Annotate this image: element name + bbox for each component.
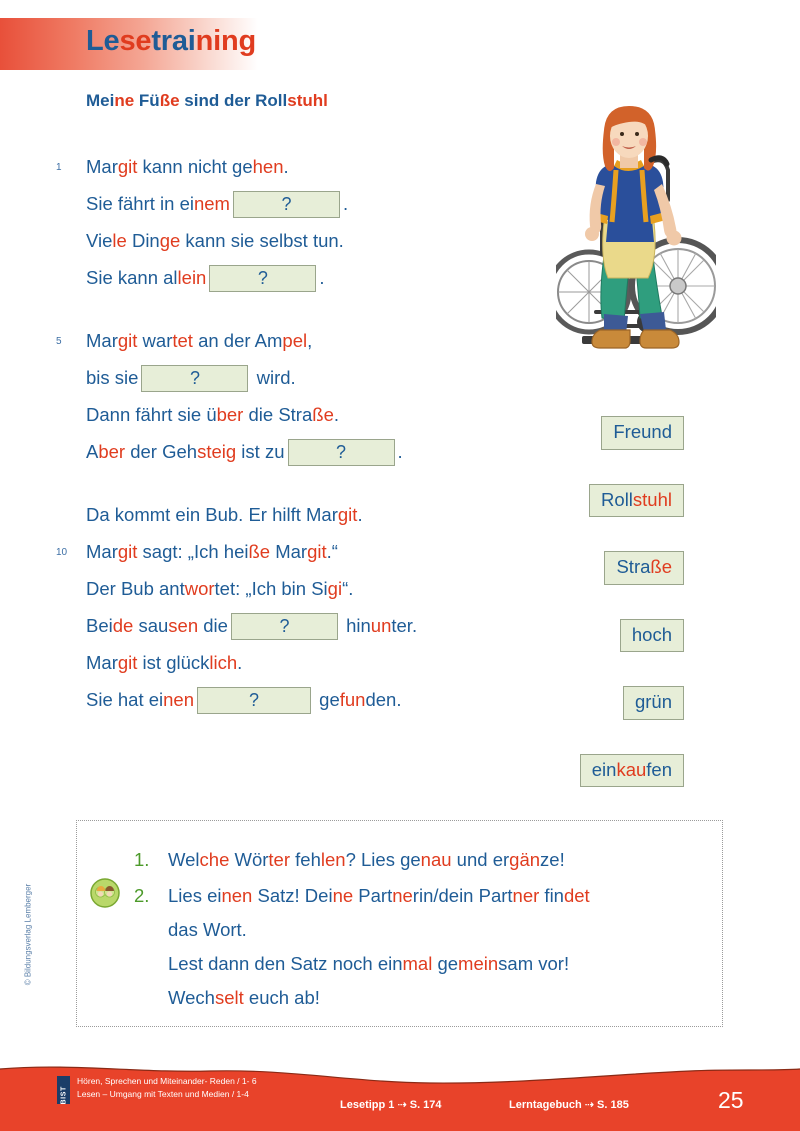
text-line bbox=[86, 570, 506, 607]
text-syllable: hen bbox=[252, 156, 284, 177]
task-text-line bbox=[168, 947, 590, 981]
text-syllable: ? Lies ge bbox=[345, 849, 421, 870]
curriculum-line-2: Lesen – Umgang mit Texten und Medien / 1-4 bbox=[77, 1089, 249, 1099]
text-syllable: se bbox=[119, 25, 152, 57]
text-syllable: git bbox=[117, 541, 138, 562]
text-syllable: Sie hat ei bbox=[86, 689, 164, 710]
text-syllable: stuhl bbox=[287, 91, 328, 110]
text-syllable: . bbox=[357, 504, 363, 525]
text-syllable: Stra bbox=[616, 556, 651, 577]
text-syllable: ße bbox=[650, 556, 672, 577]
text-syllable: mein bbox=[458, 953, 499, 974]
text-syllable: kann nicht bbox=[137, 156, 233, 177]
text-syllable: Am bbox=[254, 330, 283, 351]
word-bank-chip[interactable] bbox=[620, 619, 684, 653]
text-syllable: feh bbox=[290, 849, 321, 870]
line-number: 10 bbox=[56, 547, 68, 558]
text-syllable: nau bbox=[420, 849, 452, 870]
text-syllable: Bei bbox=[86, 615, 113, 636]
text-syllable: Lies ei bbox=[168, 885, 222, 906]
text-syllable: git bbox=[337, 504, 358, 525]
text-syllable: wird. bbox=[251, 367, 296, 388]
task-text-line bbox=[168, 981, 590, 1015]
text-syllable: kann sie selbst tun. bbox=[180, 230, 344, 251]
text-syllable: hin bbox=[340, 615, 371, 636]
text-syllable: ge bbox=[314, 689, 340, 710]
text-syllable: Mar bbox=[270, 541, 308, 562]
text-syllable: Satz! Dei bbox=[252, 885, 333, 906]
text-syllable: nen bbox=[163, 689, 195, 710]
text-subtitle bbox=[86, 91, 328, 111]
text-syllable: git bbox=[117, 330, 138, 351]
text-line bbox=[86, 396, 506, 433]
text-syllable: euch ab! bbox=[243, 987, 320, 1008]
text-syllable: sen bbox=[168, 615, 199, 636]
text-syllable: Lest dann den Satz noch ein bbox=[168, 953, 403, 974]
text-syllable: . bbox=[396, 689, 402, 710]
word-bank-chip[interactable] bbox=[580, 754, 684, 788]
answer-blank[interactable]: ? bbox=[197, 687, 311, 714]
text-syllable: ning bbox=[195, 25, 257, 57]
text-syllable: tet bbox=[214, 578, 236, 599]
text-syllable: ber bbox=[98, 441, 126, 462]
text-syllable: Mar bbox=[86, 652, 118, 673]
text-syllable: wor bbox=[184, 578, 215, 599]
text-line bbox=[86, 681, 506, 718]
text-syllable: stuhl bbox=[632, 488, 672, 510]
text-syllable: git bbox=[307, 541, 327, 562]
text-syllable: mal bbox=[402, 953, 433, 974]
text-syllable: den bbox=[365, 689, 397, 710]
text-line bbox=[86, 644, 506, 681]
text-syllable: grün bbox=[634, 691, 672, 712]
text-syllable: Der Bub ant bbox=[86, 578, 185, 599]
answer-blank[interactable]: ? bbox=[288, 439, 395, 466]
text-syllable: ne bbox=[392, 885, 413, 906]
text-syllable: pel bbox=[282, 330, 308, 351]
text-syllable: . bbox=[342, 193, 349, 214]
text-syllable: ter bbox=[268, 849, 291, 870]
text-syllable: le bbox=[112, 230, 127, 251]
word-bank-chip[interactable] bbox=[623, 686, 684, 720]
text-line bbox=[86, 359, 506, 396]
text-syllable: Roll bbox=[255, 91, 288, 110]
text-syllable: ! bbox=[559, 849, 565, 870]
text-syllable: der Geh bbox=[125, 441, 198, 462]
text-syllable: det bbox=[563, 885, 590, 906]
copyright-notice: © Bildungsverlag Lemberger bbox=[23, 883, 33, 986]
partner-work-icon bbox=[90, 878, 120, 908]
text-syllable: hoch bbox=[631, 623, 672, 645]
text-syllable: Din bbox=[131, 230, 160, 251]
girl-in-wheelchair-illustration bbox=[556, 104, 716, 366]
text-stanza bbox=[56, 148, 506, 296]
answer-blank[interactable]: ? bbox=[141, 365, 248, 392]
text-syllable: ge bbox=[232, 156, 253, 177]
text-syllable: ße bbox=[248, 541, 271, 562]
page-number: 25 bbox=[718, 1087, 744, 1113]
task-item bbox=[134, 879, 714, 1015]
task-text-line bbox=[168, 843, 565, 877]
text-syllable: ge bbox=[159, 230, 181, 251]
task-text-line bbox=[168, 879, 590, 913]
text-syllable: Freund bbox=[613, 421, 672, 442]
text-syllable: Mar bbox=[86, 156, 118, 177]
bist-badge bbox=[57, 1076, 70, 1104]
answer-blank[interactable]: ? bbox=[233, 191, 340, 218]
text-syllable: war bbox=[137, 330, 173, 351]
text-syllable: A bbox=[86, 441, 99, 462]
text-syllable: an der bbox=[192, 330, 255, 351]
text-syllable: ne bbox=[114, 91, 135, 110]
text-line bbox=[56, 148, 506, 185]
text-line bbox=[86, 496, 506, 533]
text-syllable: Mar bbox=[86, 330, 118, 351]
text-syllable: ner bbox=[512, 885, 540, 906]
reading-text bbox=[56, 148, 506, 744]
reference-lesetipp[interactable]: Lesetipp 1 ⇢ S. 174 bbox=[340, 1099, 442, 1111]
text-syllable: ße bbox=[312, 404, 334, 425]
text-syllable: : „Ich bin Si bbox=[235, 578, 328, 599]
text-syllable: sind der bbox=[179, 91, 256, 110]
text-syllable: sau bbox=[133, 615, 169, 636]
text-syllable: Fü bbox=[138, 91, 160, 110]
task-text-line bbox=[168, 913, 590, 947]
text-line bbox=[86, 607, 506, 644]
text-syllable: fen bbox=[646, 758, 672, 780]
answer-blank[interactable]: ? bbox=[209, 265, 316, 292]
text-syllable: Mei bbox=[86, 91, 115, 110]
text-syllable: gi bbox=[327, 578, 343, 599]
answer-blank[interactable]: ? bbox=[231, 613, 338, 640]
text-line bbox=[86, 222, 506, 259]
text-syllable: ei bbox=[179, 193, 194, 214]
text-syllable: lich bbox=[209, 652, 238, 673]
text-syllable: , bbox=[307, 330, 313, 351]
text-syllable: .“ bbox=[326, 541, 338, 562]
task-text bbox=[168, 843, 565, 877]
text-syllable: die bbox=[198, 615, 228, 636]
text-syllable: ze bbox=[540, 849, 560, 870]
text-syllable: . bbox=[333, 404, 339, 425]
text-syllable: bis sie bbox=[86, 367, 139, 388]
text-syllable: che bbox=[199, 849, 230, 870]
text-syllable: ter bbox=[391, 615, 412, 636]
line-number: 5 bbox=[56, 336, 62, 347]
text-syllable: git bbox=[117, 652, 138, 673]
text-syllable: Wör bbox=[229, 849, 269, 870]
text-syllable: . bbox=[283, 156, 289, 177]
task-box bbox=[76, 820, 723, 1027]
text-syllable: ße bbox=[159, 91, 180, 110]
text-syllable: rin bbox=[412, 885, 434, 906]
text-syllable: vor! bbox=[533, 953, 570, 974]
text-syllable: de bbox=[112, 615, 134, 636]
text-line bbox=[56, 322, 506, 359]
text-syllable: Wel bbox=[168, 849, 200, 870]
text-syllable: sagt: „Ich hei bbox=[137, 541, 249, 562]
text-syllable: git bbox=[117, 156, 138, 177]
text-syllable: Part bbox=[353, 885, 393, 906]
text-syllable: gän bbox=[509, 849, 541, 870]
page-title bbox=[86, 25, 256, 58]
text-syllable: kau bbox=[616, 758, 647, 780]
curriculum-line-1: Hören, Sprechen und Miteinander- Reden / 1- 6 bbox=[77, 1076, 257, 1086]
text-syllable: fin bbox=[539, 885, 564, 906]
task-text bbox=[168, 879, 590, 1015]
text-syllable: selt bbox=[214, 987, 244, 1008]
line-number: 1 bbox=[56, 162, 62, 173]
text-syllable: trai bbox=[151, 25, 196, 57]
text-syllable: Vie bbox=[86, 230, 113, 251]
text-line bbox=[86, 433, 506, 470]
text-syllable: nem bbox=[193, 193, 230, 214]
task-number: 2. bbox=[134, 885, 150, 906]
text-syllable: und er bbox=[451, 849, 510, 870]
text-syllable: ein bbox=[591, 758, 617, 780]
text-syllable: “. bbox=[342, 578, 354, 599]
text-syllable: ge bbox=[432, 953, 459, 974]
text-line bbox=[86, 259, 506, 296]
text-syllable: /dein Part bbox=[433, 885, 513, 906]
text-syllable: Sie fährt in bbox=[86, 193, 180, 214]
word-bank bbox=[500, 416, 684, 787]
text-syllable: un bbox=[370, 615, 392, 636]
reference-lerntagebuch[interactable]: Lerntagebuch ⇢ S. 185 bbox=[509, 1099, 629, 1111]
text-line bbox=[56, 533, 506, 570]
text-syllable: Roll bbox=[601, 488, 633, 510]
text-syllable: Sie kann al bbox=[86, 267, 178, 288]
text-syllable: len bbox=[320, 849, 346, 870]
text-syllable: . bbox=[397, 441, 403, 462]
text-line bbox=[86, 185, 506, 222]
text-syllable: Mar bbox=[86, 541, 118, 562]
text-syllable: . bbox=[319, 267, 325, 288]
text-stanza bbox=[56, 322, 506, 470]
text-syllable: die Stra bbox=[243, 404, 313, 425]
task-list bbox=[134, 843, 714, 1017]
text-syllable: sam bbox=[498, 953, 534, 974]
text-syllable: Wech bbox=[168, 987, 215, 1008]
text-syllable: tet bbox=[172, 330, 193, 351]
word-bank-chip[interactable] bbox=[601, 416, 684, 450]
word-bank-chip[interactable] bbox=[589, 484, 684, 518]
text-syllable: lein bbox=[177, 267, 207, 288]
text-syllable: das Wort. bbox=[168, 919, 247, 940]
text-syllable: Dann fährt sie ü bbox=[86, 404, 217, 425]
bist-badge-label: BIST bbox=[60, 1085, 67, 1104]
task-number: 1. bbox=[134, 849, 150, 870]
text-syllable: ist glück bbox=[137, 652, 210, 673]
text-stanza bbox=[56, 496, 506, 718]
text-syllable: . bbox=[411, 615, 418, 636]
text-syllable: Da kommt ein Bub. Er hilft Mar bbox=[86, 504, 338, 525]
text-syllable: Le bbox=[86, 25, 120, 57]
text-syllable: ber bbox=[216, 404, 244, 425]
text-syllable: . bbox=[237, 652, 243, 673]
text-syllable: nen bbox=[221, 885, 253, 906]
text-syllable: fun bbox=[339, 689, 366, 710]
task-item bbox=[134, 843, 714, 877]
text-syllable: ist zu bbox=[236, 441, 285, 462]
text-syllable: ne bbox=[332, 885, 354, 906]
word-bank-chip[interactable] bbox=[604, 551, 684, 585]
text-syllable: steig bbox=[197, 441, 237, 462]
